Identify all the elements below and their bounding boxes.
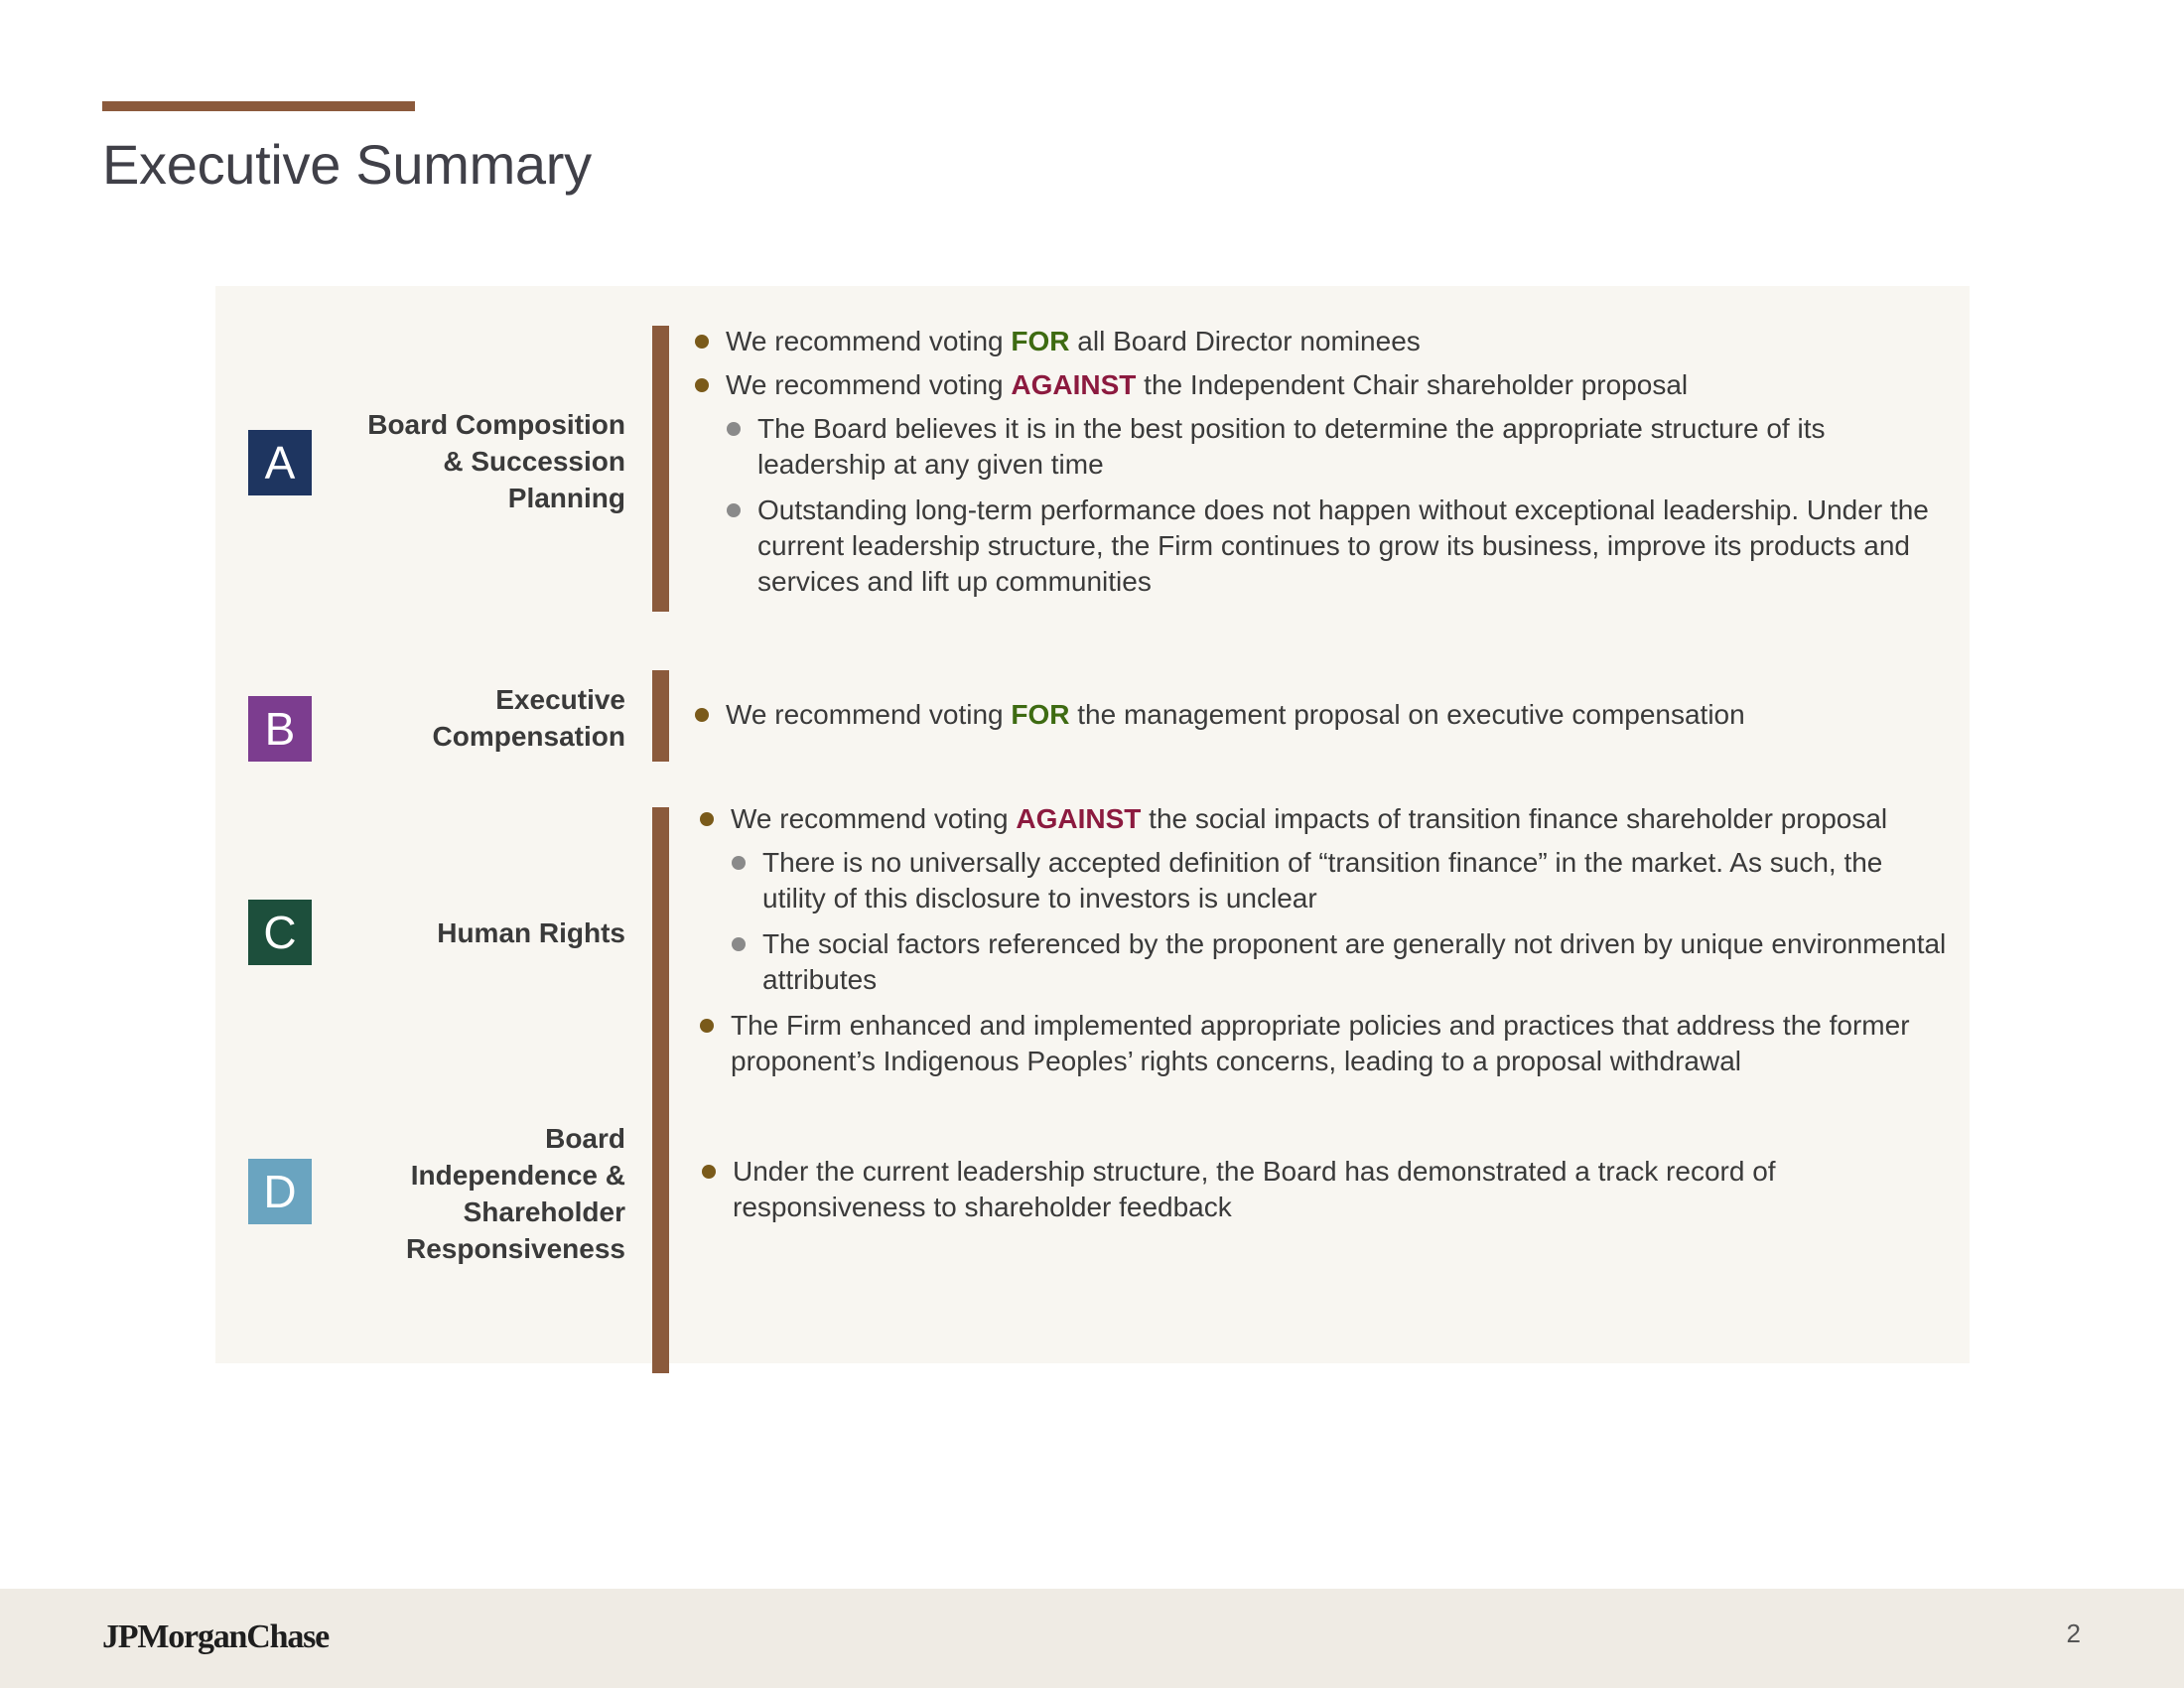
bullet-item: We recommend voting FOR the management proposal on executive compensation	[692, 697, 1943, 733]
section-b-bullets	[692, 697, 1943, 741]
section-c-bullets	[697, 801, 1953, 1087]
title-accent-bar	[102, 101, 415, 111]
section-b-badge: B	[248, 696, 312, 762]
bullet-item: We recommend voting AGAINST the Independent Chair shareholder proposal	[692, 367, 1943, 403]
vote-against-keyword: AGAINST	[1011, 369, 1137, 400]
section-d-badge: D	[248, 1159, 312, 1224]
sub-bullet-item: There is no universally accepted definition of “transition finance” in the market. As such, the utility of this disclosure to investors is unclear	[697, 845, 1953, 916]
section-label-line: Shareholder	[463, 1196, 625, 1227]
bullet-item: We recommend voting AGAINST the social impacts of transition finance shareholder proposal	[697, 801, 1953, 837]
section-a-badge: A	[248, 430, 312, 495]
section-b-divider	[652, 670, 669, 762]
bullet-dot-icon	[695, 335, 709, 349]
section-label-line: Independence &	[410, 1160, 625, 1191]
vote-for-keyword: FOR	[1011, 326, 1070, 356]
section-label-line: Executive	[495, 684, 625, 715]
section-a-label	[308, 406, 625, 516]
sub-bullet-item: The social factors referenced by the proponent are generally not driven by unique environmental attributes	[697, 926, 1953, 998]
bullet-dot-icon	[702, 1165, 716, 1179]
summary-panel	[215, 286, 1970, 1363]
page-number: 2	[2066, 1618, 2081, 1648]
section-b-label	[308, 681, 625, 755]
sub-bullet-dot-icon	[727, 422, 741, 436]
sub-bullet-dot-icon	[727, 503, 741, 517]
section-label-line: Planning	[507, 483, 625, 513]
section-c-badge: C	[248, 900, 312, 965]
section-label-line: Board	[545, 1123, 625, 1154]
section-label-line: Board Composition	[367, 409, 625, 440]
section-label-line: Human Rights	[437, 917, 625, 948]
bullet-dot-icon	[695, 378, 709, 392]
section-d-label	[308, 1120, 625, 1267]
bullet-item: We recommend voting FOR all Board Director nominees	[692, 324, 1943, 359]
sub-bullet-dot-icon	[732, 856, 746, 870]
bullet-dot-icon	[700, 812, 714, 826]
bullet-dot-icon	[700, 1019, 714, 1033]
vote-against-keyword: AGAINST	[1016, 803, 1142, 834]
section-a-divider	[652, 326, 669, 612]
section-d-divider	[652, 1107, 669, 1306]
section-label-line: Responsiveness	[406, 1233, 625, 1264]
section-a-bullets	[692, 324, 1943, 610]
footer	[0, 1589, 2184, 1688]
section-d-bullets	[699, 1154, 1801, 1233]
bullet-dot-icon	[695, 708, 709, 722]
page-title: Executive Summary	[102, 133, 592, 196]
sub-bullet-dot-icon	[732, 937, 746, 951]
vote-for-keyword: FOR	[1011, 699, 1070, 730]
bullet-item: The Firm enhanced and implemented appropriate policies and practices that address the former proponent’s Indigenous Peoples’ rights concerns, leading to a proposal withdrawal	[697, 1008, 1953, 1079]
section-label-line: & Succession	[443, 446, 625, 477]
company-logo: JPMorganChase	[102, 1618, 330, 1655]
section-c-label	[308, 914, 625, 951]
bullet-item: Under the current leadership structure, the Board has demonstrated a track record of responsiveness to shareholder feedback	[699, 1154, 1801, 1225]
section-label-line: Compensation	[432, 721, 625, 752]
sub-bullet-item: The Board believes it is in the best position to determine the appropriate structure of its leadership at any given time	[692, 411, 1943, 483]
sub-bullet-item: Outstanding long-term performance does not happen without exceptional leadership. Under the current leadership structure, the Firm continues to grow its business, improve its products and services and lift up communities	[692, 492, 1943, 600]
